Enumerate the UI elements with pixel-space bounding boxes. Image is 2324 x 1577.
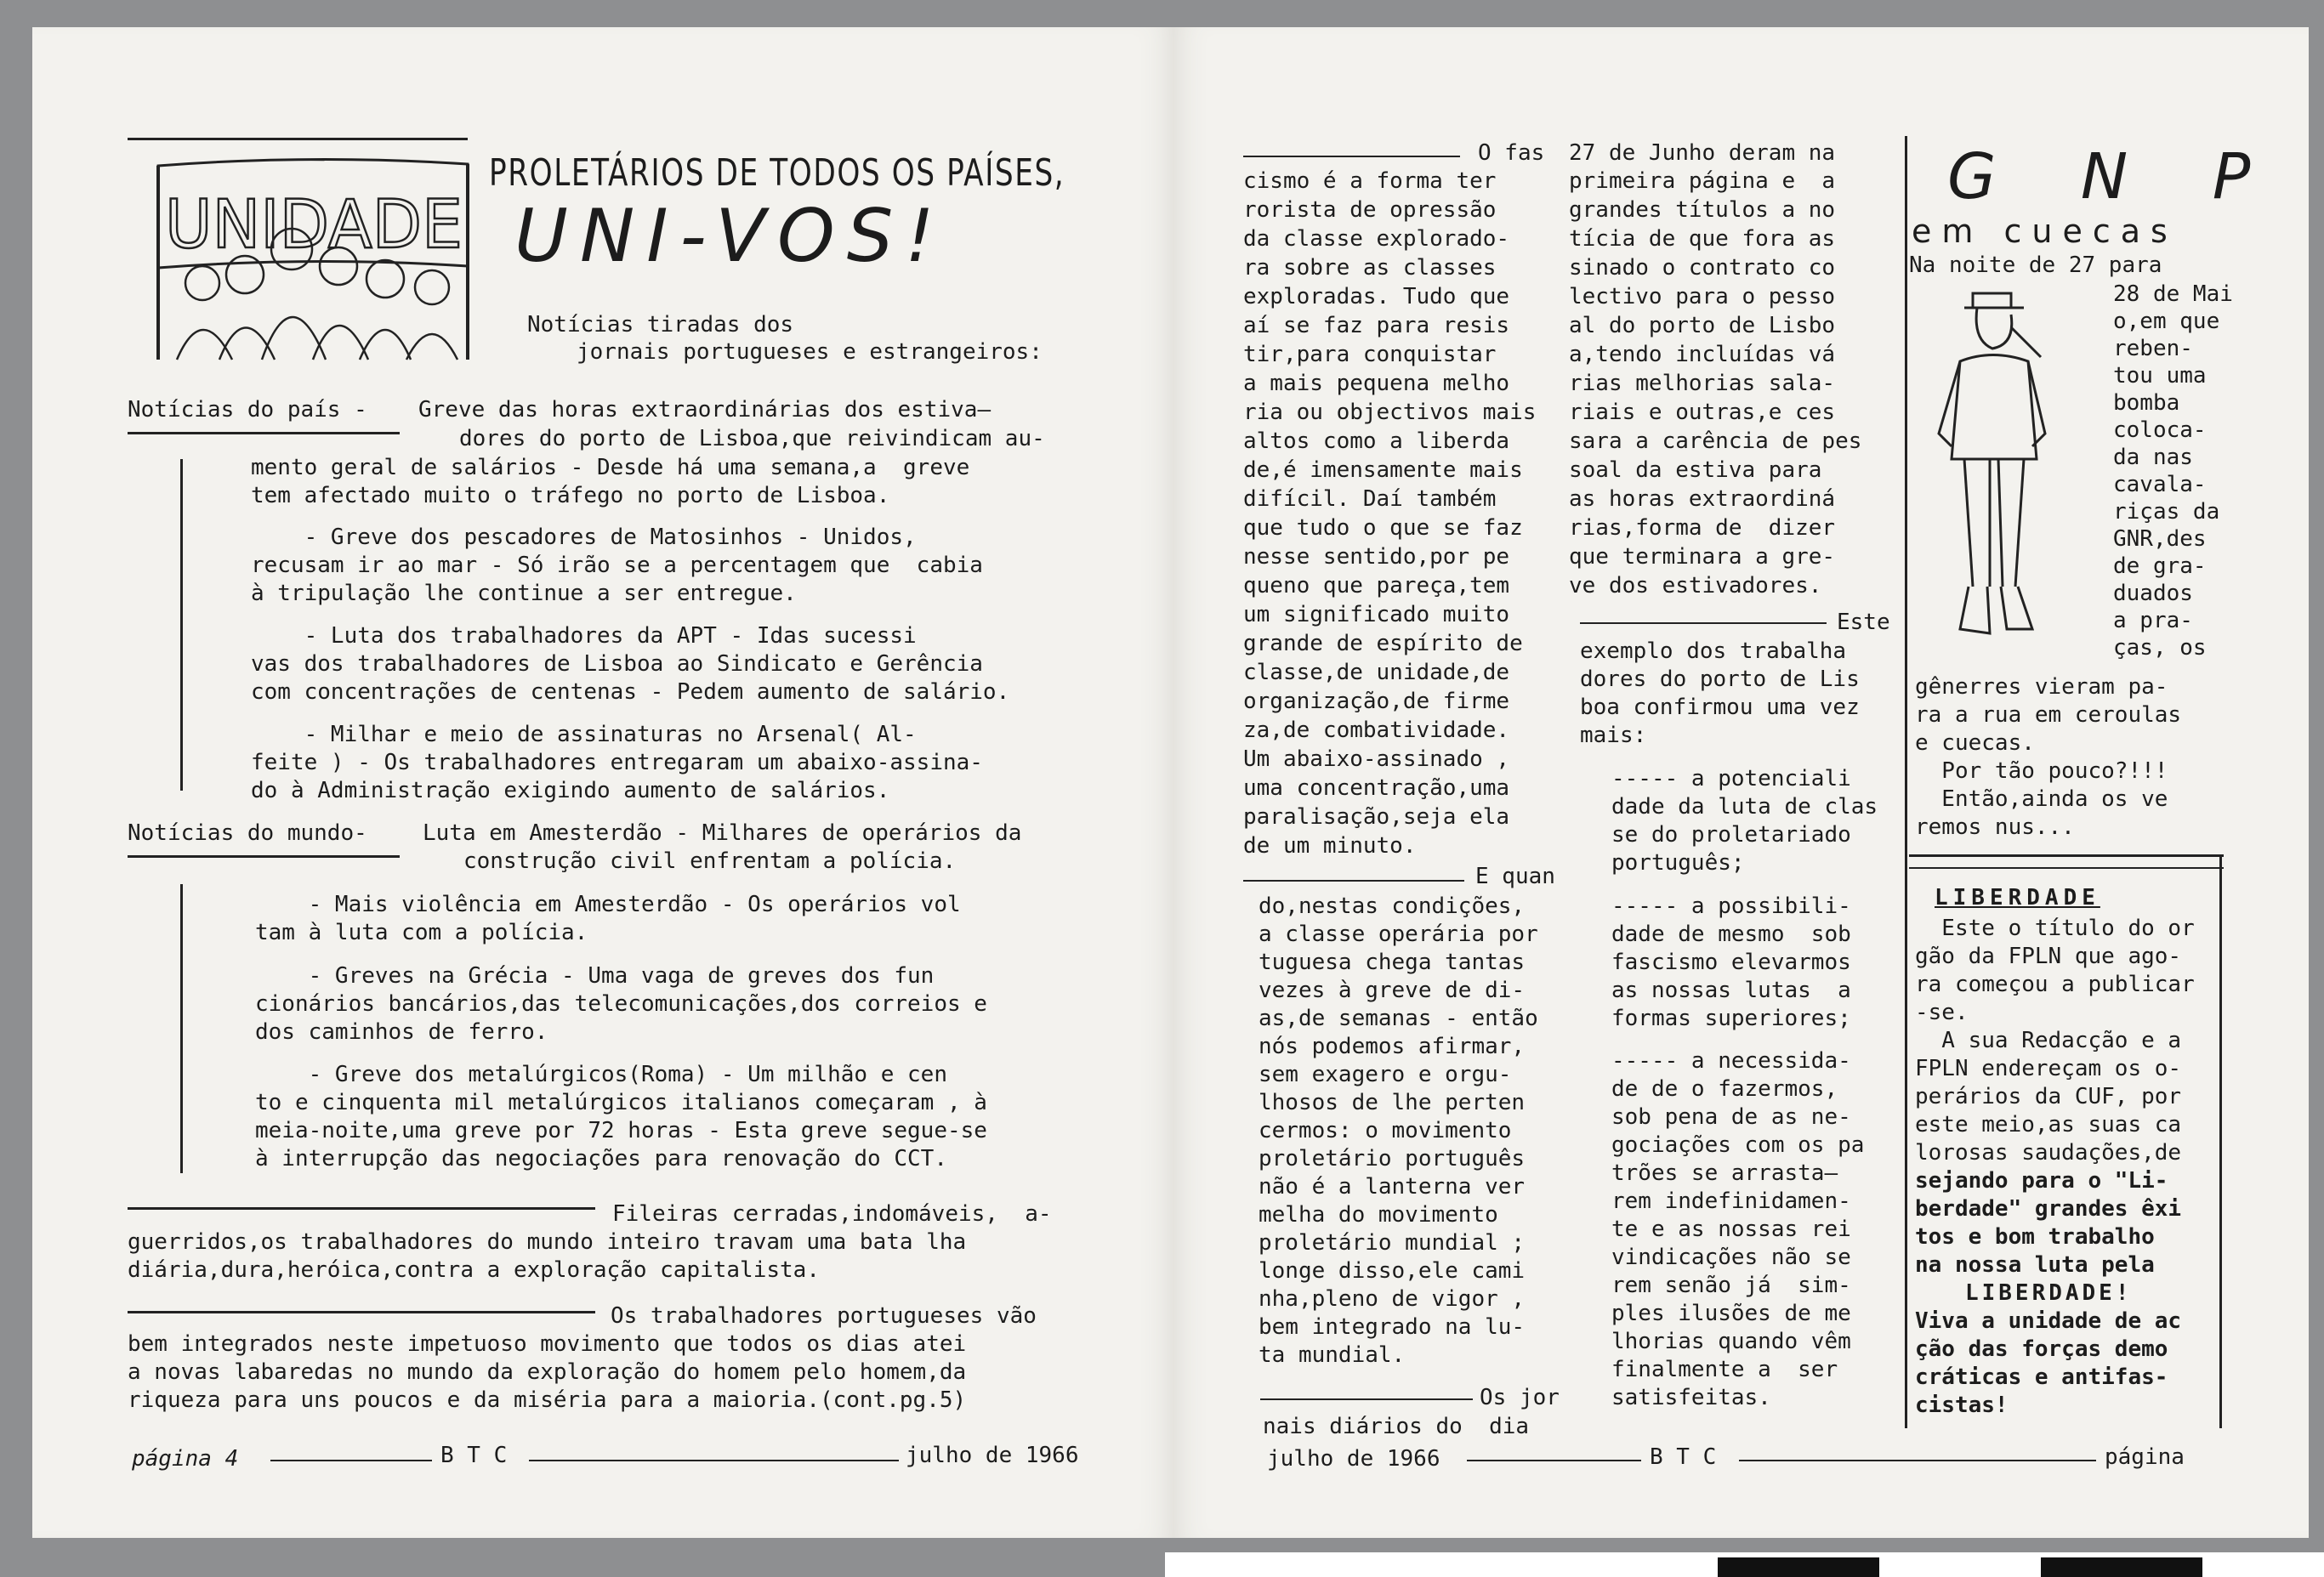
col1c-line-1: nais diários do dia [1263,1414,1530,1439]
left-footer-date: julho de 1966 [906,1443,1079,1468]
pais-line-9: com concentrações de centenas - Pedem aumento de salário. [251,679,1010,705]
mundo-line-7: - Greve dos metalúrgicos(Roma) - Um milhão e cen [255,1062,947,1087]
col1-top-rule [1243,156,1460,157]
gnp-after-line-2: e cuecas. [1915,730,2035,756]
col2b-line-15: de de o fazermos, [1611,1076,1838,1102]
col1a-line-8: a mais pequena melho [1243,371,1510,396]
mundo-line-9: meia-noite,uma greve por 72 horas - Esta greve segue-se [255,1118,987,1143]
ruler-segment [1718,1557,1879,1577]
gnp-narrow-line-0: 28 de Mai [2113,281,2233,307]
gnp-after-line-5: remos nus... [1915,814,2075,840]
col1a-line-7: tir,para conquistar [1243,342,1497,367]
gnp-narrow-line-11: duados [2113,581,2193,606]
col1a-line-22: uma concentração,uma [1243,775,1510,801]
col1a-line-14: nesse sentido,por pe [1243,544,1510,570]
col2a-line-9: riais e outras,e ces [1569,400,1836,425]
closing-2-line-1: bem integrados neste impetuoso movimento que todos os dias atei [128,1331,967,1357]
liberdade-line-12: na nossa luta pela [1915,1252,2155,1278]
col2b-line-6: dade da luta de clas [1611,794,1878,820]
col2b-line-0: Este [1837,610,1890,635]
col1a-line-11: de,é imensamente mais [1243,457,1523,483]
col1b-line-12: melha do movimento [1259,1202,1498,1228]
mundo-line-0: Luta em Amesterdão - Milhares de operários da [423,820,1022,846]
col1a-line-12: difícil. Daí também [1243,486,1497,512]
col1a-line-18: classe,de unidade,de [1243,660,1510,685]
section-pais-rule [128,432,400,434]
gnp-narrow-line-4: bomba [2113,390,2180,416]
col2b-line-18: trões se arrasta— [1611,1160,1838,1186]
section-mundo-label: Notícias do mundo- [128,820,367,846]
scale-ruler [1165,1552,2324,1577]
col2a-line-12: as horas extraordiná [1569,486,1836,512]
col1a-line-16: um significado muito [1243,602,1510,627]
col2b-line-24: lhorias quando vêm [1611,1329,1851,1354]
col1a-line-2: rorista de opressão [1243,197,1497,223]
col1b-line-7: sem exagero e orgu- [1259,1062,1512,1087]
col1a-line-21: Um abaixo-assinado , [1243,746,1510,772]
pais-line-12: do à Administração exigindo aumento de salários. [251,778,890,803]
gnp-title: G N P [1947,140,2283,213]
gnp-after-line-4: Então,ainda os ve [1915,786,2168,812]
pais-line-7: - Luta dos trabalhadores da APT - Idas sucessi [251,623,917,649]
liberdade-line-5: FPLN endereçam os o- [1915,1056,2182,1081]
col1a-line-10: altos como a liberda [1243,428,1510,454]
col1b-line-16: bem integrado na lu- [1259,1314,1526,1340]
col1b-line-6: nós podemos afirmar, [1259,1034,1526,1059]
section-pais-bracket [180,459,183,791]
col2a-line-4: sinado o contrato co [1569,255,1836,281]
col2a-line-1: primeira página e a [1569,168,1836,194]
col1b-line-5: as,de semanas - então [1259,1006,1538,1031]
liberdade-line-16: cráticas e antifas- [1915,1364,2168,1390]
col1a-line-0: O fas [1478,140,1545,166]
col2b-line-20: te e as nossas rei [1611,1217,1851,1242]
left-footer-rule-a [270,1460,432,1461]
right-footer-rule-b [1739,1460,2096,1461]
unidade-banner-text: UNIDADE [165,187,463,264]
col2b-line-21: vindicações não se [1611,1245,1851,1270]
col1c-line-0: Os jor [1480,1385,1560,1410]
right-footer-date: julho de 1966 [1267,1446,1440,1472]
liberdade-line-17: cistas! [1915,1393,2009,1418]
gnp-narrow-line-8: riças da [2113,499,2220,525]
col1a-line-3: da classe explorado- [1243,226,1510,252]
col2a-line-3: tícia de que fora as [1569,226,1836,252]
col2b-line-3: boa confirmou uma vez [1580,695,1860,720]
col2a-line-8: rias melhorias sala- [1569,371,1836,396]
col2a-line-2: grandes títulos a no [1569,197,1836,223]
col1b-line-9: cermos: o movimento [1259,1118,1512,1143]
col2b-line-19: rem indefinidamen- [1611,1188,1851,1214]
left-footer-rule-b [529,1460,899,1461]
col2a-line-14: que terminara a gre- [1569,544,1836,570]
gnp-narrow-line-3: tou uma [2113,363,2207,389]
right-footer-center: B T C [1650,1444,1717,1470]
col1b-line-3: tuguesa chega tantas [1259,950,1526,975]
col2a-line-0: 27 de Junho deram na [1569,140,1836,166]
right-footer-page: página [2105,1444,2185,1470]
mundo-line-2: - Mais violência em Amesterdão - Os operários vol [255,892,961,917]
pais-line-6: à tripulação lhe continue a ser entregue. [251,581,797,606]
liberdade-top-rule-2 [1909,867,2224,869]
unidade-banner-illustration [151,156,474,364]
sidebar-divider [1905,136,1907,1428]
col2b-line-17: gociações com os pa [1611,1132,1865,1158]
pais-line-2: mento geral de salários - Desde há uma semana,a greve [251,455,970,480]
section-pais-label: Notícias do país - [128,397,367,423]
liberdade-line-0: Este o título do or [1915,916,2195,941]
col2b-line-2: dores do porto de Lis [1580,667,1860,692]
col2a-line-13: rias,forma de dizer [1569,515,1836,541]
closing-rule-1 [128,1207,595,1210]
closing-1-line-2: diária,dura,heróica,contra a exploração capitalista. [128,1257,820,1283]
col1b-line-10: proletário português [1259,1146,1526,1171]
col2b-rule [1580,622,1827,624]
left-footer-page: página 4 [132,1446,239,1472]
col2a-line-15: ve dos estivadores. [1569,573,1822,598]
gnp-narrow-line-6: da nas [2113,445,2193,470]
col2b-line-9: ----- a possibili- [1611,893,1851,919]
liberdade-heading: LIBERDADE [1935,885,2100,910]
col2b-line-25: finalmente a ser [1611,1357,1838,1382]
pais-line-0: Greve das horas extraordinárias dos estiva— [418,397,992,423]
pais-line-4: - Greve dos pescadores de Matosinhos - Unidos, [251,525,917,550]
slogan-line1: PROLETÁRIOS DE TODOS OS PAÍSES, [489,151,1065,195]
subtitle-2: jornais portugueses e estrangeiros: [577,339,1043,365]
col1b-line-0: E quan [1475,864,1555,889]
liberdade-line-1: gão da FPLN que ago- [1915,944,2182,969]
pais-line-10: - Milhar e meio de assinaturas no Arsenal( Al- [251,722,917,747]
liberdade-line-3: -se. [1915,1000,1969,1025]
col1b-line-13: proletário mundial ; [1259,1230,1526,1256]
ruler-segment [2041,1557,2202,1577]
mundo-line-4: - Greves na Grécia - Uma vaga de greves dos fun [255,963,935,989]
col2a-line-7: a,tendo incluídas vá [1569,342,1836,367]
col2b-line-12: as nossas lutas a [1611,978,1851,1003]
col2b-line-11: fascismo elevarmos [1611,950,1851,975]
col2b-line-13: formas superiores; [1611,1006,1851,1031]
col1a-line-5: exploradas. Tudo que [1243,284,1510,309]
slogan-line2: UNI-VOS! [514,194,946,279]
col1a-line-23: paralisação,seja ela [1243,804,1510,830]
col1b-line-14: longe disso,ele cami [1259,1258,1526,1284]
liberdade-line-6: perários da CUF, por [1915,1084,2182,1109]
col2b-line-7: se do proletariado [1611,822,1851,848]
gnp-narrow-line-12: a pra- [2113,608,2193,633]
gnp-narrow-line-5: coloca- [2113,417,2207,443]
col1b-rule [1243,880,1464,882]
gnp-narrow-line-2: reben- [2113,336,2193,361]
col2b-line-22: rem senão já sim- [1611,1273,1851,1298]
gnp-narrow-line-1: o,em que [2113,309,2220,334]
gnp-after-line-0: gênerres vieram pa- [1915,674,2168,700]
right-footer-rule-a [1467,1460,1641,1461]
liberdade-right-rule [2219,854,2222,1428]
col1b-line-17: ta mundial. [1259,1342,1406,1368]
closing-2-line-0: Os trabalhadores portugueses vão [611,1303,1037,1329]
liberdade-line-15: ção das forças demo [1915,1336,2168,1362]
pais-line-1: dores do porto de Lisboa,que reivindicam au- [459,426,1045,451]
col2b-line-26: satisfeitas. [1611,1385,1771,1410]
col2b-line-4: mais: [1580,723,1647,748]
col1b-line-2: a classe operária por [1259,922,1538,947]
col1a-line-19: organização,de firme [1243,689,1510,714]
section-mundo-bracket [180,884,183,1173]
gnp-after-line-1: ra a rua em ceroulas [1915,702,2182,728]
col2a-line-6: al do porto de Lisbo [1569,313,1836,338]
pais-line-5: recusam ir ao mar - Só irão se a percentagem que cabia [251,553,983,578]
col1c-rule [1260,1398,1473,1400]
col2a-line-11: soal da estiva para [1569,457,1822,483]
closing-2-line-2: a novas labaredas no mundo da exploração do homem pelo homem,da [128,1359,967,1385]
col2b-line-23: ples ilusões de me [1611,1301,1851,1326]
col1b-line-4: vezes à greve de di- [1259,978,1526,1003]
col1a-line-24: de um minuto. [1243,833,1417,859]
gnp-narrow-line-9: GNR,des [2113,526,2207,552]
col2b-line-1: exemplo dos trabalha [1580,638,1847,664]
closing-1-line-1: guerridos,os trabalhadores do mundo inteiro travam uma bata lha [128,1229,967,1255]
col1a-line-17: grande de espírito de [1243,631,1523,656]
subtitle-1: Notícias tiradas dos [527,312,794,338]
col1a-line-15: queno que pareça,tem [1243,573,1510,598]
col2b-line-14: ----- a necessida- [1611,1048,1851,1074]
closing-2-line-3: riqueza para uns poucos e da miséria para a maioria.(cont.pg.5) [128,1387,967,1413]
gnp-narrow-line-10: de gra- [2113,553,2207,579]
col1b-line-11: não é a lanterna ver [1259,1174,1526,1200]
liberdade-top-rule [1909,854,2224,857]
liberdade-line-7: este meio,as suas ca [1915,1112,2182,1137]
liberdade-line-14: Viva a unidade de ac [1915,1308,2182,1334]
pais-line-11: feite ) - Os trabalhadores entregaram um abaixo-assina- [251,750,983,775]
mundo-line-1: construção civil enfrentam a polícia. [463,848,957,874]
col1a-line-13: que tudo o que se faz [1243,515,1523,541]
liberdade-line-10: berdade" grandes êxi [1915,1196,2182,1222]
liberdade-line-2: ra começou a publicar [1915,972,2195,997]
col2b-line-8: português; [1611,850,1745,876]
liberdade-line-11: tos e bom trabalho [1915,1224,2155,1250]
col1b-line-8: lhosos de lhe perten [1259,1090,1526,1115]
liberdade-line-8: lorosas saudações,de [1915,1140,2182,1166]
liberdade-line-13: LIBERDADE! [1915,1280,2133,1306]
col2b-line-10: dade de mesmo sob [1611,922,1851,947]
closing-1-line-0: Fileiras cerradas,indomáveis, a- [612,1201,1052,1227]
mundo-line-6: dos caminhos de ferro. [255,1019,548,1045]
gnp-after-line-3: Por tão pouco?!!! [1915,758,2168,784]
gnp-subtitle: em cuecas [1912,213,2178,250]
col2b-line-16: sob pena de as ne- [1611,1104,1851,1130]
liberdade-line-9: sejando para o "Li- [1915,1168,2168,1194]
col2a-line-5: lectivo para o pesso [1569,284,1836,309]
mundo-line-8: to e cinquenta mil metalúrgicos italianos começaram , à [255,1090,987,1115]
col1a-line-1: cismo é a forma ter [1243,168,1497,194]
mundo-line-3: tam à luta com a polícia. [255,920,588,945]
col2a-line-10: sara a carência de pes [1569,428,1862,454]
pais-line-3: tem afectado muito o tráfego no porto de Lisboa. [251,483,890,508]
gnp-narrow-line-13: ças, os [2113,635,2207,661]
liberdade-line-4: A sua Redacção e a [1915,1028,2182,1053]
mundo-line-5: cionários bancários,das telecomunicações,dos correios e [255,991,987,1017]
gnp-narrow-line-7: cavala- [2113,472,2207,497]
closing-rule-2 [128,1311,595,1313]
gnp-line-full: Na noite de 27 para [1909,252,2162,278]
section-mundo-rule [128,855,400,858]
col1a-line-6: aí se faz para resis [1243,313,1510,338]
col1a-line-9: ria ou objectivos mais [1243,400,1537,425]
col1a-line-20: za,de combatividade. [1243,718,1510,743]
col1b-line-1: do,nestas condições, [1259,893,1526,919]
header-rule [128,138,468,140]
mundo-line-10: à interrupção das negociações para renovação do CCT. [255,1146,947,1171]
col2b-line-5: ----- a potenciali [1611,766,1851,791]
pais-line-8: vas dos trabalhadores de Lisboa ao Sindicato e Gerência [251,651,983,677]
col1a-line-4: ra sobre as classes [1243,255,1497,281]
soldier-illustration [1926,281,2054,646]
col1b-line-15: nha,pleno de vigor , [1259,1286,1526,1312]
left-footer-center: B T C [440,1443,508,1468]
